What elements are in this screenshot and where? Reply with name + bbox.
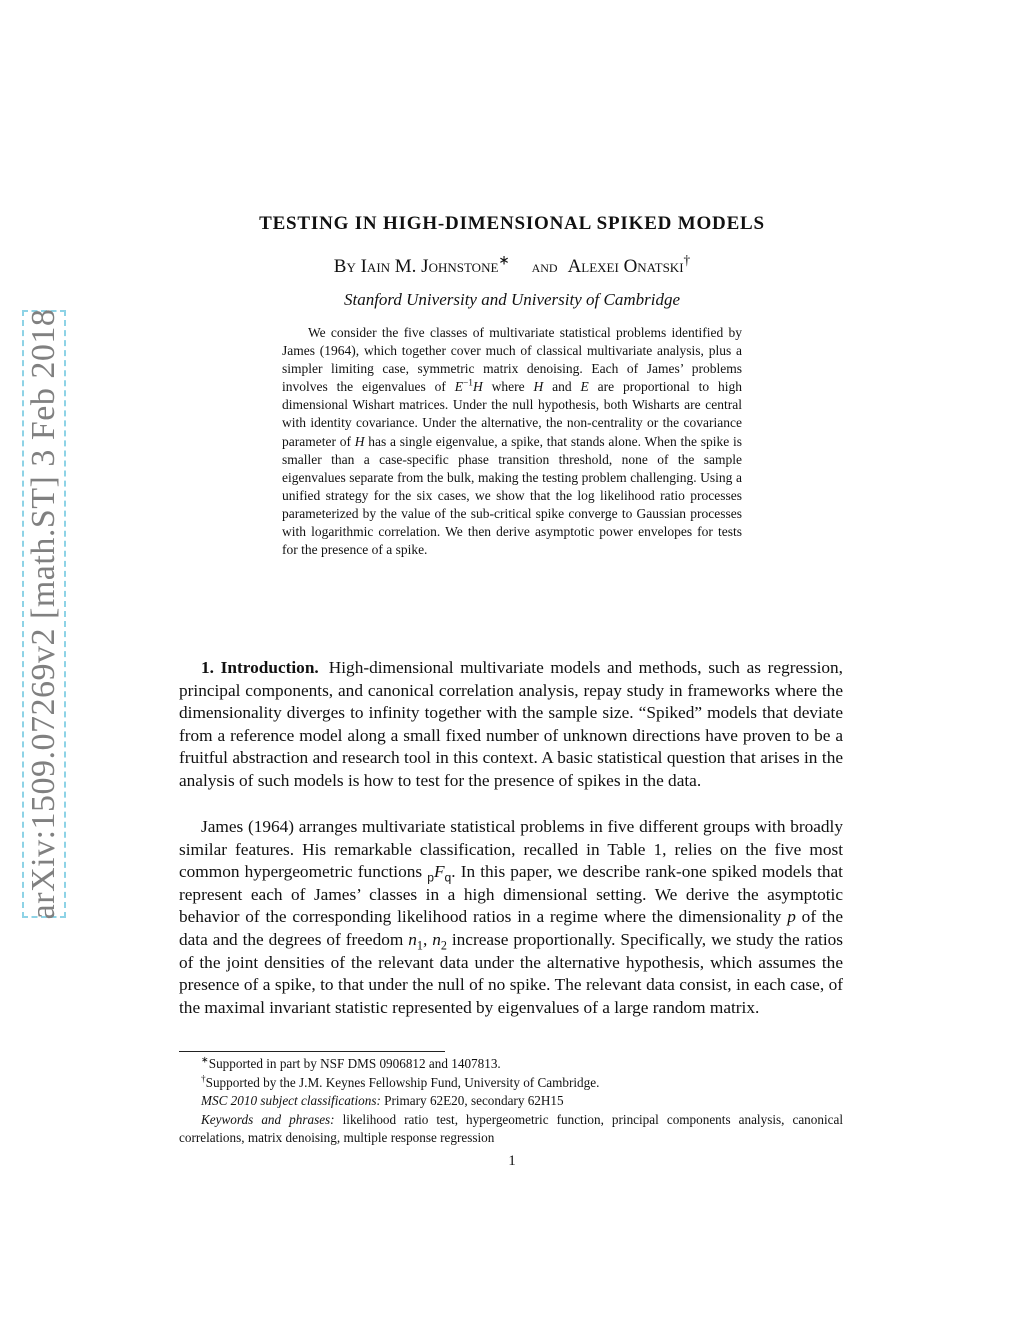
math-H: H <box>473 379 483 395</box>
body-text: of the data and the degrees of freedom <box>179 907 843 949</box>
math-H: H <box>533 379 544 395</box>
math-subscript-p: p <box>427 870 434 885</box>
math-F: F <box>433 862 445 882</box>
paper-title: TESTING IN HIGH-DIMENSIONAL SPIKED MODELS <box>259 213 765 234</box>
math-n: n <box>408 929 417 949</box>
footnote-text: Supported in part by NSF DMS 0906812 and 1407813. <box>208 1056 501 1071</box>
author-line <box>0 252 1024 278</box>
footnote-mark: † <box>201 1073 206 1084</box>
msc-codes: Primary 62E20, secondary 62H15 <box>380 1093 564 1108</box>
and-label: and <box>531 257 558 276</box>
abstract-text: where <box>482 379 534 395</box>
footnote-nsf <box>179 1055 843 1074</box>
footnote-mark-star: ∗ <box>498 252 510 268</box>
keywords-text: likelihood ratio test, hypergeometric function, principal components analysis, canonical correlations, matrix denoising, multiple response regression <box>179 1111 843 1145</box>
page-number: 1 <box>508 1153 516 1169</box>
footnote-keynes <box>179 1074 843 1093</box>
footnote-text: Supported by the J.M. Keynes Fellowship Fund, University of Cambridge. <box>205 1074 600 1090</box>
math-comma: , <box>422 929 433 949</box>
james-paragraph <box>179 816 843 1019</box>
section-heading: 1. Introduction. <box>201 658 319 677</box>
msc-classification <box>179 1092 843 1111</box>
body-text: increase proportionally. Specifically, we study the ratios of the joint densities of the relevant data under the alternative hypothesis, which assumes the presence of a spike, to that under the null of no spike. The relevant data consist, in each case, of the maximal invariant statistic represented by eigenvalues of a large random matrix. <box>179 929 843 1017</box>
math-H: H <box>354 433 365 449</box>
footnote-mark-dagger: † <box>683 252 691 268</box>
body-text: . In this paper, we describe rank-one spiked models that represent each of James’ classes in a high dimensional setting. We derive the asymptotic behavior of the corresponding likelihood ratios in a regime where the dimensionality <box>179 862 843 927</box>
author-onatski: Alexei Onatski <box>567 256 684 277</box>
math-n: n <box>432 929 441 949</box>
math-E: E <box>580 379 589 395</box>
math-E: E <box>454 379 463 395</box>
math-p: p <box>787 907 796 927</box>
msc-label: MSC 2010 subject classifications: <box>201 1093 381 1108</box>
footnotes <box>179 1055 843 1148</box>
arxiv-identifier-stamp <box>22 310 66 918</box>
abstract-text: has a single eigenvalue, a spike, that stands alone. When the spike is smaller than a case-specific phase transition threshold, none of the sample eigenvalues separate from the bulk, making the testing problem challenging. Using a unified strategy for the six cases, we show that the log likelihood ratio processes parameterized by the value of the sub-critical spike converge to Gaussian processes with logarithmic correlation. We then derive asymptotic power envelopes for tests for the presence of a spike. <box>282 433 742 558</box>
abstract-text: We consider the five classes of multivariate statistical problems identified by James (1964), which together cover much of classical multivariate analysis, plus a simpler limiting case, symmetric matrix denoising. Each of James’ problems involves the eigenvalues of <box>282 325 742 395</box>
abstract-text: and <box>543 379 581 395</box>
introduction-text: High-dimensional multivariate models and methods, such as regression, principal components, and canonical correlation analysis, repay study in frameworks where the dimensionality diverges to infinity together with the sample size. “Spiked” models that deviate from a reference model along a small fixed number of unknown directions have proven to be a fruitful abstraction and research tool in this context. A basic statistical question that arises in the analysis of such models is how to test for the presence of spikes in the data. <box>179 658 843 790</box>
math-subscript: 1 <box>416 938 423 953</box>
keywords <box>179 1111 843 1148</box>
keywords-label: Keywords and phrases: <box>201 1111 335 1127</box>
body-text: James (1964) arranges multivariate statistical problems in five different groups with broadly similar features. His remarkable classification, recalled in Table 1, relies on the five most common hypergeometric functions <box>179 817 843 882</box>
math-superscript: −1 <box>462 378 474 389</box>
by-label: By <box>333 256 356 277</box>
affiliation: Stanford University and University of Cambridge <box>343 290 681 309</box>
abstract <box>282 324 742 559</box>
arxiv-identifier: arXiv:1509.07269v2 [math.ST] 3 Feb 2018 <box>25 308 62 920</box>
author-johnstone: Iain M. Johnstone <box>360 256 499 277</box>
footnote-mark: ∗ <box>201 1054 209 1065</box>
math-subscript: 2 <box>440 938 447 953</box>
introduction-paragraph <box>179 657 843 793</box>
footnote-rule <box>179 1051 445 1052</box>
math-subscript-q: q <box>444 870 452 885</box>
abstract-text: are proportional to high dimensional Wishart matrices. Under the null hypothesis, both Wisharts are central with identity covariance. Under the alternative, the non-centrality or the covariance parameter of <box>282 379 742 449</box>
